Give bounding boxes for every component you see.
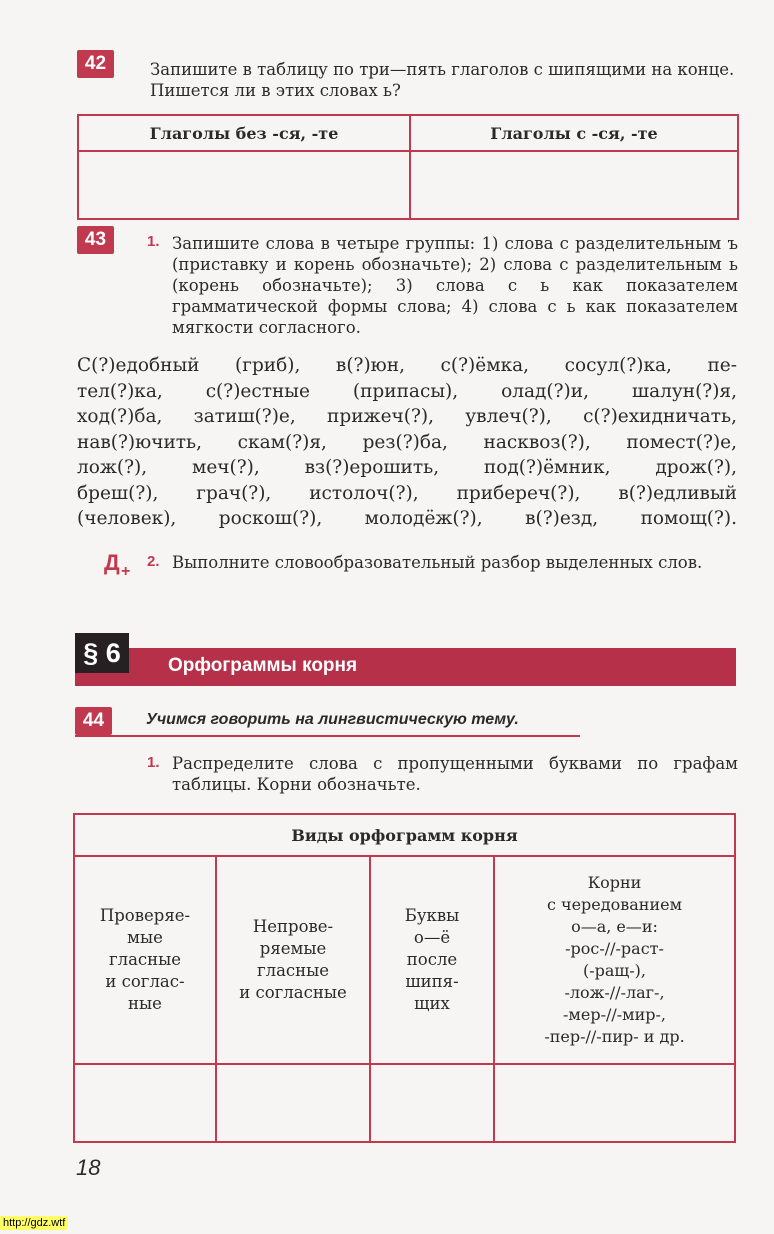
root-table-title: Виды орфограмм корня <box>74 814 735 856</box>
verbs-table-cell[interactable] <box>410 151 738 219</box>
task-42-badge: 42 <box>77 50 114 78</box>
word-line: тел(?)ка, с(?)естные (припасы), олад(?)и, шалун(?)я, <box>77 380 737 402</box>
section-number: § 6 <box>75 633 129 673</box>
root-table-col2: Непрове- ряемые гласные и согласные <box>216 856 370 1064</box>
root-table-cell[interactable] <box>494 1064 735 1142</box>
root-table-cell[interactable] <box>216 1064 370 1142</box>
section-title: Орфограммы корня <box>168 655 358 676</box>
word-line: бреш(?), грач(?), истолоч(?), прибереч(?), в(?)едливый <box>77 482 737 504</box>
homework-d-icon: Д <box>104 550 120 575</box>
task-44-subtitle: Учимся говорить на лингвистическую тему. <box>146 711 519 728</box>
task-43-item1-text: Запишите слова в четыре группы: 1) слова с разделительным ъ (приставку и корень обозначьте); 2) слова с разделительным ь (корень обозначьте); 3) слова с ь как показателем грамматической формы слова; 4) слова с ь как показателем мягкости согласного. <box>172 234 738 337</box>
task-44-badge: 44 <box>75 707 112 735</box>
task-43-item2-text: Выполните словообразовательный разбор выделенных слов. <box>172 553 703 572</box>
task-43-item2-num: 2. <box>147 553 160 570</box>
root-table-col4: Корни с чередованием о—а, е—и: -рос-//-раст- (-ращ-), -лож-//-лаг-, -мер-//-мир-, -пер-//-пир- и др. <box>494 856 735 1064</box>
task-43-words <box>77 353 737 532</box>
word-line: С(?)едобный (гриб), в(?)юн, с(?)ёмка, сосул(?)ка, пе- <box>77 355 737 376</box>
root-table-col3: Буквы о—ё после шипя- щих <box>370 856 494 1064</box>
word-line: лож(?), меч(?), вз(?)ерошить, под(?)ёмник, дрож(?), <box>77 457 737 478</box>
subtitle-underline <box>75 735 580 737</box>
task-44-item1-text: Распределите слова с пропущенными буквами по графам таблицы. Корни обозначьте. <box>172 754 738 794</box>
task-44-item1-num: 1. <box>147 754 160 771</box>
task-43-badge: 43 <box>77 226 114 254</box>
root-table-col1: Проверяе- мые гласные и соглас- ные <box>74 856 216 1064</box>
footer-link[interactable]: http://gdz.wtf <box>0 1216 68 1230</box>
homework-plus-icon: + <box>121 563 131 580</box>
page-number: 18 <box>76 1155 101 1180</box>
verbs-table <box>77 114 739 220</box>
root-table-cell[interactable] <box>370 1064 494 1142</box>
verbs-table-col1: Глаголы без -ся, -те <box>78 115 410 151</box>
word-line: ход(?)ба, затиш(?)е, прижеч(?), увлеч(?), с(?)ехидничать, <box>77 406 737 427</box>
root-table-cell[interactable] <box>74 1064 216 1142</box>
task-42-text: Запишите в таблицу по три—пять глаголов с шипящими на конце. Пишется ли в этих словах ь? <box>150 60 735 100</box>
verbs-table-col2: Глаголы с -ся, -те <box>410 115 738 151</box>
root-spelling-table <box>73 813 736 1143</box>
task-43-item1-num: 1. <box>147 233 160 250</box>
word-line: (человек), роскош(?), молодёж(?), в(?)езд, помощ(?). <box>77 508 737 529</box>
word-line: нав(?)ючить, скам(?)я, рез(?)ба, насквоз(?), помест(?)е, <box>77 431 737 453</box>
verbs-table-cell[interactable] <box>78 151 410 219</box>
